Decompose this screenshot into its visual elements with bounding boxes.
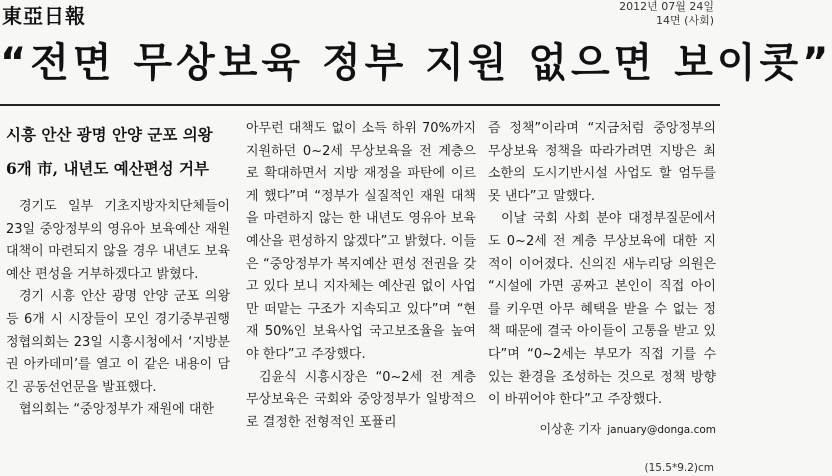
headline: “전면 무상보육 정부 지원 없으면 보이콧” — [0, 40, 832, 86]
article-column-3 — [488, 118, 716, 468]
article-paragraph: 경기 시흥 안산 광명 안양 군포 의왕 등 6개 시 시장들이 모인 경기중부권행정협의회는 23일 시흥시청에서 ‘지방분권 아카데미’를 열고 이 같은 내용이 담긴 공동선언문을 발표했다. — [6, 289, 230, 395]
article-paragraph: 경기도 일부 기초지방자치단체들이 23일 중앙정부의 영유아 보육예산 재원 대책이 마련되지 않을 경우 내년도 보육예산 편성을 거부하겠다고 밝혔다. — [6, 199, 230, 282]
article-column-1 — [6, 112, 230, 462]
reporter-email: january@donga.com — [607, 423, 716, 436]
publication-date: 2012년 07월 24일 — [619, 0, 714, 13]
publication-info — [619, 0, 714, 28]
article-paragraph: 김윤식 시흥시장은 “0~2세 전 계층 무상보육은 국회와 중앙정부가 일방적으로 결정한 전형적인 포퓰리 — [246, 369, 476, 430]
newspaper-name: 東亞日報 — [2, 4, 86, 28]
byline — [488, 418, 716, 442]
subheadline-line-2: 6개 市, 내년도 예산편성 거부 — [6, 159, 209, 178]
article-paragraph: 즘 정책”이라며 “지금처럼 중앙정부의 무상보육 정책을 따라가려면 지방은 최소한의 도시기반시설 사업도 할 엄두를 못 낸다”고 말했다. — [488, 121, 716, 204]
reporter-name: 이상훈 기자 — [539, 421, 602, 436]
article-paragraph: 협의회는 “중앙정부가 재원에 대한 — [19, 402, 214, 418]
article-paragraph: 아무런 대책도 없이 소득 하위 70%까지 지원하던 0~2세 무상보육을 전 계층으로 확대하면서 지방 재정을 파탄에 이르게 했다”며 “정부가 실질적인 재원 대책을 마련하지 않는 한 내년도 영유아 보육 예산을 편성하지 않겠다”고 밝혔다. 이들은 “중앙정부가 복지예산 편성 전권을 갖고 있다 보니 지자체는 예산권 없이 사업만 떠맡는 구조가 지속되고 있다”며 “현재 50%인 보육사업 국고보조율을 높여야 한다”고 주장했다. — [246, 121, 476, 362]
page-section: 14면 (사회) — [656, 14, 714, 27]
clipping-size-note: (15.5*9.2)cm — [644, 462, 714, 474]
article-column-2 — [246, 118, 476, 468]
article-paragraph: 이날 국회 사회 분야 대정부질문에서도 0~2세 전 계층 무상보육에 대한 지적이 이어졌다. 신의진 새누리당 의원은 “시설에 가면 공짜고 본인이 직접 아이를 키우면 아무 혜택을 받을 수 없는 정책 때문에 결국 아이들이 고통을 받고 있다”며 “0~2세는 부모가 직접 기를 수 있는 환경을 조성하는 것으로 정책 방향이 바뀌어야 한다”고 주장했다. — [488, 211, 716, 408]
headline-divider — [0, 104, 720, 106]
subheadline — [6, 118, 230, 186]
subheadline-line-1: 시흥 안산 광명 안양 군포 의왕 — [6, 125, 213, 144]
masthead — [0, 0, 720, 30]
